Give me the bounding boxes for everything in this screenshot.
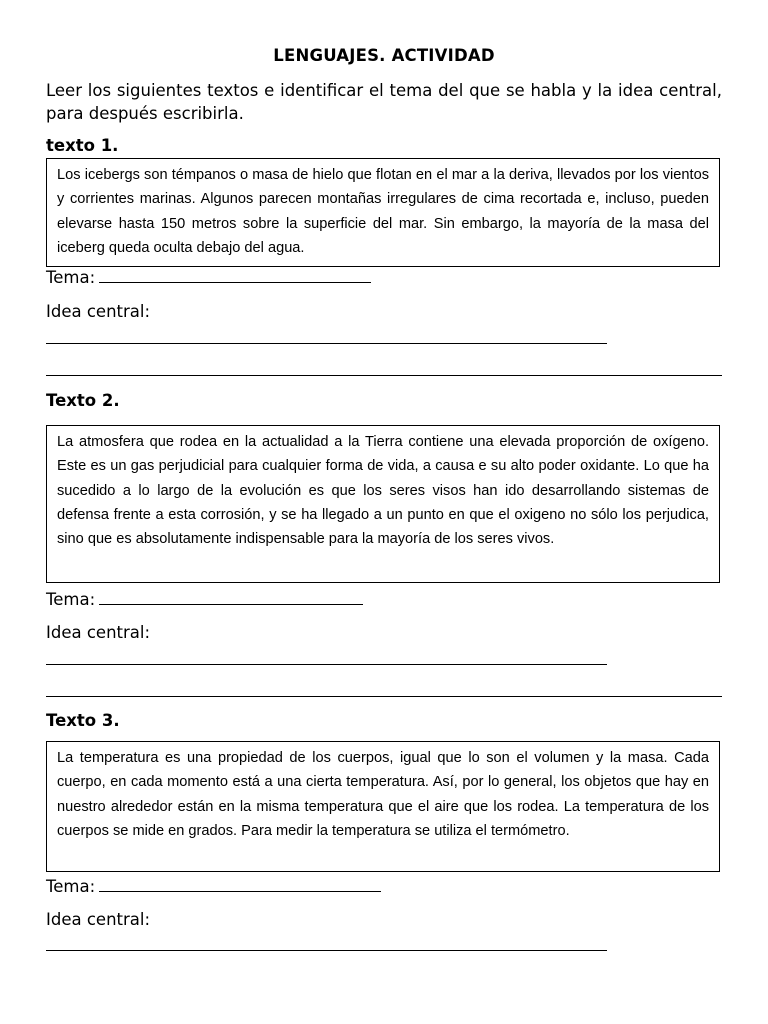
text-1-heading: texto 1. (46, 136, 119, 155)
text-2-idea-line-2[interactable] (46, 696, 722, 697)
text-1-idea-line-2[interactable] (46, 375, 722, 376)
tema-label: Tema: (46, 877, 96, 896)
text-1-idea-line-1[interactable] (46, 343, 607, 344)
text-2-heading: Texto 2. (46, 391, 120, 410)
text-2-idea-label: Idea central: (46, 623, 151, 642)
page-title: LENGUAJES. ACTIVIDAD (273, 46, 495, 65)
text-3-idea-line-1[interactable] (46, 950, 607, 951)
text-3-heading: Texto 3. (46, 711, 120, 730)
text-1-box (46, 158, 720, 267)
text-1-body: Los icebergs son témpanos o masa de hielo que flotan en el mar a la deriva, llevados por los vientos y corrientes marinas. Algunos parecen montañas irregulares de cima recortada e, incluso, pueden elevarse hasta 150 metros sobre la superficie del mar. Sin embargo, la mayoría de la masa del iceberg queda oculta debajo del agua. (57, 167, 709, 256)
text-1-tema-blank[interactable] (99, 281, 371, 283)
tema-label: Tema: (46, 268, 96, 287)
text-3-box (46, 741, 720, 872)
text-2-idea-line-1[interactable] (46, 664, 607, 665)
text-2-body: La atmosfera que rodea en la actualidad a la Tierra contiene una elevada proporción de oxígeno. Este es un gas perjudicial para cualquier forma de vida, a causa e su alto poder oxidante. Lo que ha sucedido a lo largo de la evolución es que los seres visos han ido desarrollando sistemas de defensa frente a esta corrosión, y se ha llegado a un punto en que el oxigeno no sólo los perjudica, sino que es absolutamente indispensable para la mayoría de los seres vivos. (57, 434, 709, 548)
instructions: Leer los siguientes textos e identificar el tema del que se habla y la idea central, para después escribirla. (46, 81, 722, 123)
text-2-tema (46, 590, 363, 609)
text-3-body: La temperatura es una propiedad de los cuerpos, igual que lo son el volumen y la masa. Cada cuerpo, en cada momento está a una cierta temperatura. Así, por lo general, los objetos que hay en nuestro alrededor están en la misma temperatura que el aire que los rodea. La temperatura de los cuerpos se mide en grados. Para medir la temperatura se utiliza el termómetro. (57, 750, 709, 839)
text-1-idea-label: Idea central: (46, 302, 151, 321)
text-3-tema (46, 877, 381, 896)
text-3-idea-label: Idea central: (46, 910, 151, 929)
text-1-tema (46, 268, 371, 287)
text-2-tema-blank[interactable] (99, 603, 363, 605)
text-3-tema-blank[interactable] (99, 890, 381, 892)
text-2-box (46, 425, 720, 583)
tema-label: Tema: (46, 590, 96, 609)
